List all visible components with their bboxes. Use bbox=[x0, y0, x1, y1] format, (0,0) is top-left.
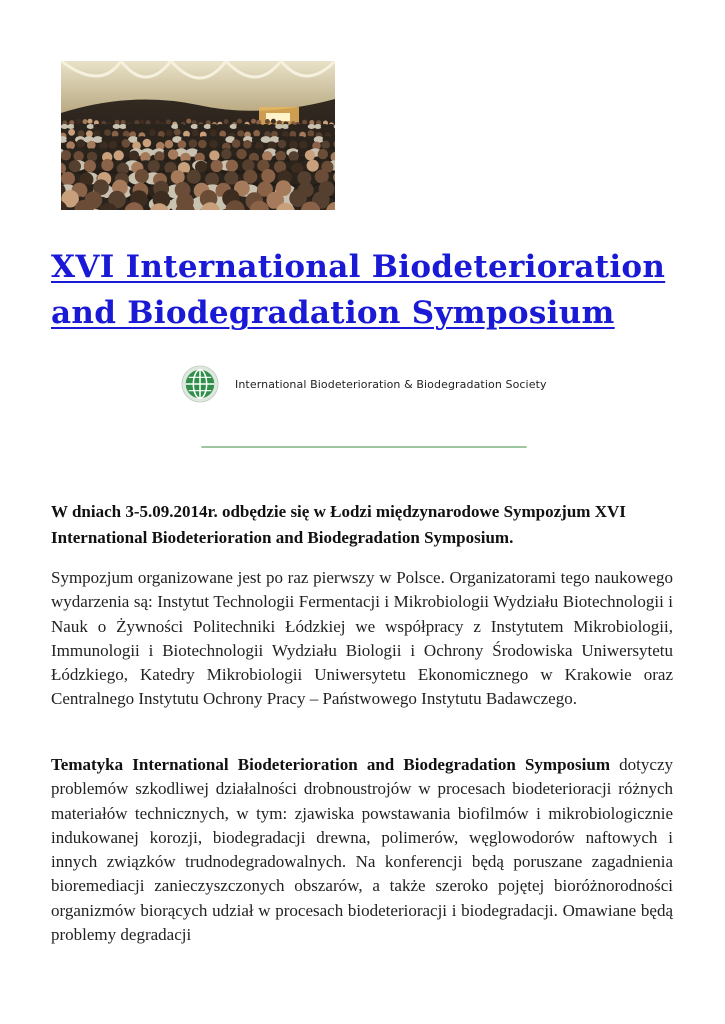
body-paragraph-topics bbox=[51, 753, 673, 947]
lead-paragraph: W dniach 3-5.09.2014r. odbędzie się w Łodzi międzynarodowe Sympozjum XVI International Biodeterioration and Biodegradation Symposium. bbox=[51, 502, 626, 547]
audience-photo-graphic bbox=[61, 61, 335, 210]
topics-heading-text: Tematyka International Biodeterioration and Biodegradation Symposium bbox=[51, 755, 611, 774]
topics-body-text: dotyczy problemów szkodliwej działalności drobnoustrojów w procesach biodeterioracji różnych materiałów technicznych, w tym: zjawiska powstawania biofilmów i mikrobiologicznie indukowanej korozji, biodegradacji drewna, polimerów, węglowodorów naftowych i innych związków trudnodegradowalnych. Na konferencji będą poruszane zagadnienia bioremediacji zanieczyszczonych obszarów, a także szeroko pojętej bioróżnorodności organizmów biorących udział w procesach biodeterioracji i biodegradacji. Omawiane będą problemy degradacji bbox=[51, 755, 673, 945]
page-title[interactable]: XVI International Biodeterioration and Biodegradation Symposium bbox=[51, 249, 666, 331]
society-logo-banner bbox=[181, 364, 547, 404]
society-name: International Biodeterioration & Biodegradation Society bbox=[235, 377, 547, 391]
hero-photo bbox=[61, 61, 335, 210]
separator-line: ______________________________________________________ bbox=[201, 432, 526, 448]
globe-icon bbox=[181, 365, 219, 403]
body-paragraph-organizers: Sympozjum organizowane jest po raz pierwszy w Polsce. Organizatorami tego naukowego wydarzenia są: Instytut Technologii Fermentacji i Mikrobiologii Wydziału Biotechnologii i Nauk o Żywności Politechniki Łódzkiej we współpracy z Instytutem Mikrobiologii, Immunologii i Biotechnologii Wydziału Biologii i Ochrony Środowiska Uniwersytetu Łódzkiego, Katedry Mikrobiologii Uniwersytetu Ekonomicznego w Krakowie oraz Centralnego Instytutu Ochrony Pracy – Państwowego Instytutu Badawczego. bbox=[51, 568, 673, 709]
